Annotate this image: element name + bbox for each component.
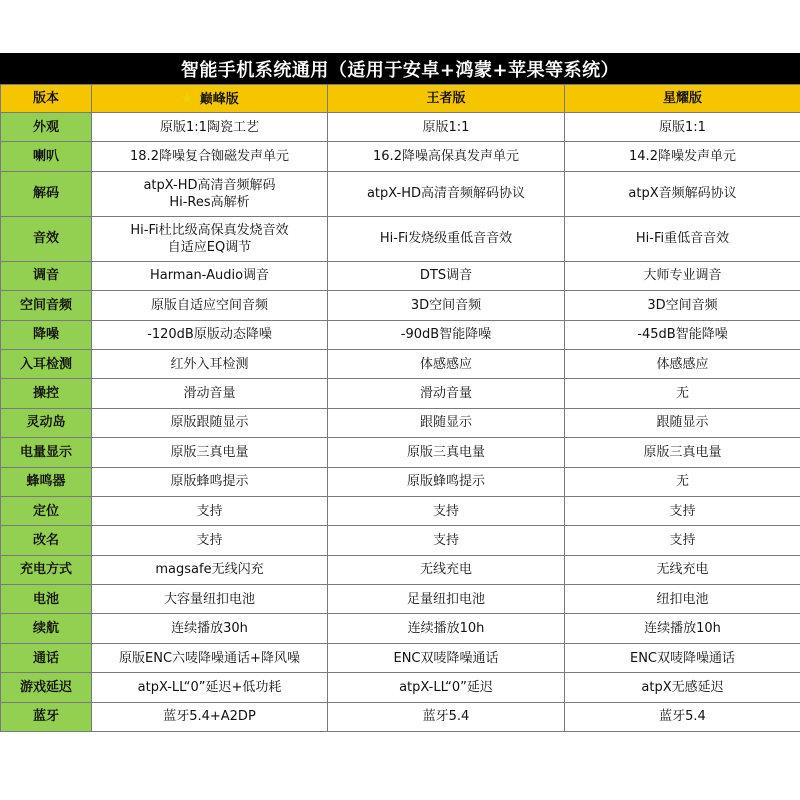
row-label: 调音 — [1, 261, 92, 290]
table-cell — [328, 496, 565, 525]
table-row — [1, 702, 800, 731]
cell-text: Hi-Fi重低音音效 — [635, 231, 730, 247]
cell-text: 连续播放10h — [644, 621, 721, 637]
table-cell — [92, 320, 328, 349]
cell-text: 原版跟随显示 — [170, 415, 249, 431]
table-title: 智能手机系统通用（适用于安卓+鸿蒙+苹果等系统） — [0, 53, 800, 84]
cell-text: 原版三真电量 — [406, 444, 485, 460]
cell-text: 连续播放10h — [407, 621, 485, 637]
table-cell — [92, 526, 328, 555]
header-column-king: 王者版 — [328, 85, 565, 113]
cell-text: 跟随显示 — [656, 415, 709, 431]
table-row — [1, 216, 800, 261]
cell-text: 原版三真电量 — [643, 444, 722, 460]
table-cell — [565, 526, 800, 555]
cell-text: 大容量纽扣电池 — [163, 591, 255, 607]
table-cell — [92, 614, 328, 643]
table-cell — [92, 438, 328, 467]
cell-text: ENC双唛降噪通话 — [629, 650, 736, 666]
table-cell — [565, 673, 800, 702]
row-label: 外观 — [1, 113, 92, 142]
row-label: 电量显示 — [1, 438, 92, 467]
star-icon: ★ — [180, 88, 194, 107]
row-label: 电池 — [1, 585, 92, 614]
row-label: 空间音频 — [1, 291, 92, 320]
table-cell — [565, 291, 800, 320]
table-cell — [92, 467, 328, 496]
table-cell — [565, 379, 800, 408]
cell-text: 3D空间音频 — [647, 297, 718, 313]
table-cell — [92, 261, 328, 290]
row-label: 入耳检测 — [1, 349, 92, 378]
table-cell — [92, 349, 328, 378]
table-row — [1, 113, 800, 142]
row-label: 改名 — [1, 526, 92, 555]
cell-text: 原版蜂鸣提示 — [170, 474, 249, 490]
cell-text: Hi-Fi杜比级高保真发烧音效 — [130, 222, 289, 238]
table-cell — [565, 171, 800, 216]
cell-text: 滑动音量 — [183, 386, 236, 402]
cell-text: 纽扣电池 — [656, 591, 709, 607]
row-label: 灵动岛 — [1, 408, 92, 437]
row-label: 定位 — [1, 496, 92, 525]
table-row — [1, 320, 800, 349]
comparison-table — [0, 84, 800, 732]
table-cell — [92, 216, 328, 261]
row-label: 通话 — [1, 643, 92, 672]
table-cell — [328, 702, 565, 731]
cell-text: 支持 — [196, 532, 223, 548]
table-cell — [328, 467, 565, 496]
header-version-label: 版本 — [1, 85, 92, 113]
table-cell — [92, 142, 328, 171]
cell-text: magsafe无线闪充 — [155, 562, 264, 578]
cell-text: 3D空间音频 — [410, 297, 482, 313]
table-cell — [565, 216, 800, 261]
cell-text: 16.2降噪高保真发声单元 — [373, 149, 519, 165]
table-cell — [92, 113, 328, 142]
table-cell — [565, 585, 800, 614]
table-cell — [328, 555, 565, 584]
table-row — [1, 526, 800, 555]
row-label: 蓝牙 — [1, 702, 92, 731]
row-label: 解码 — [1, 171, 92, 216]
cell-text: 体感感应 — [419, 356, 472, 372]
table-cell — [565, 320, 800, 349]
cell-text: 大师专业调音 — [643, 268, 722, 284]
cell-text: 无线充电 — [656, 562, 709, 578]
cell-text: -120dB原版动态降噪 — [147, 327, 272, 343]
table-row — [1, 496, 800, 525]
cell-text: Hi-Fi发烧级重低音音效 — [379, 231, 513, 247]
table-cell — [565, 467, 800, 496]
cell-text: 14.2降噪发声单元 — [629, 149, 736, 165]
table-cell — [328, 113, 565, 142]
cell-text: 滑动音量 — [419, 386, 472, 402]
header-row — [1, 85, 800, 113]
cell-text: 支持 — [196, 503, 223, 519]
table-cell — [565, 142, 800, 171]
table-cell — [328, 673, 565, 702]
row-label: 操控 — [1, 379, 92, 408]
cell-text: 连续播放30h — [171, 621, 248, 637]
table-row — [1, 171, 800, 216]
cell-text: 无 — [675, 474, 689, 490]
table-cell — [328, 216, 565, 261]
table-cell — [92, 643, 328, 672]
table-cell — [565, 496, 800, 525]
table-cell — [565, 643, 800, 672]
cell-text: 原版1:1 — [422, 119, 470, 135]
cell-text: 原版自适应空间音频 — [150, 297, 268, 313]
row-label: 喇叭 — [1, 142, 92, 171]
cell-text: atpX-HD高清音频解码协议 — [366, 186, 526, 202]
cell-text: 原版ENC六唛降噪通话+降风噪 — [119, 650, 300, 666]
table-cell — [328, 526, 565, 555]
table-cell — [92, 673, 328, 702]
cell-text: 红外入耳检测 — [170, 356, 249, 372]
table-cell — [328, 349, 565, 378]
table-row — [1, 643, 800, 672]
table-cell — [328, 261, 565, 290]
table-row — [1, 142, 800, 171]
cell-text: 原版1:1 — [659, 119, 706, 135]
header-column-peak — [92, 85, 328, 113]
table-row — [1, 614, 800, 643]
cell-text: Harman-Audio调音 — [149, 268, 270, 284]
table-row — [1, 261, 800, 290]
table-cell — [92, 291, 328, 320]
table-row — [1, 585, 800, 614]
cell-text: atpX无感延迟 — [641, 679, 724, 695]
table-row — [1, 408, 800, 437]
table-cell — [92, 379, 328, 408]
cell-text: -90dB智能降噪 — [400, 327, 492, 343]
table-cell — [328, 408, 565, 437]
cell-text: ENC双唛降噪通话 — [393, 650, 499, 666]
cell-text: Hi-Res高解析 — [169, 194, 250, 210]
cell-text: 支持 — [669, 503, 696, 519]
cell-text: atpX-HD高清音频解码 — [143, 177, 276, 193]
table-cell — [565, 555, 800, 584]
table-row — [1, 438, 800, 467]
cell-text: 蓝牙5.4 — [422, 709, 470, 725]
table-row — [1, 673, 800, 702]
cell-text: 原版蜂鸣提示 — [406, 474, 485, 490]
table-row — [1, 349, 800, 378]
table-cell — [328, 320, 565, 349]
table-cell — [328, 614, 565, 643]
row-label: 游戏延迟 — [1, 673, 92, 702]
cell-text: 18.2降噪复合铷磁发声单元 — [130, 149, 289, 165]
cell-text: 自适应EQ调节 — [167, 239, 252, 255]
table-cell — [92, 496, 328, 525]
table-row — [1, 379, 800, 408]
table-row — [1, 291, 800, 320]
cell-text: 足量纽扣电池 — [406, 591, 485, 607]
table-cell — [565, 408, 800, 437]
cell-text: 无线充电 — [419, 562, 472, 578]
table-cell — [328, 142, 565, 171]
cell-text: 支持 — [669, 532, 696, 548]
cell-text: atpX-LL“0”延迟 — [399, 679, 493, 695]
cell-text: 体感感应 — [656, 356, 709, 372]
row-label: 降噪 — [1, 320, 92, 349]
table-row — [1, 467, 800, 496]
cell-text: 蓝牙5.4 — [659, 709, 706, 725]
table-cell — [328, 171, 565, 216]
cell-text: atpX音频解码协议 — [628, 186, 737, 202]
table-cell — [565, 113, 800, 142]
table-cell — [92, 555, 328, 584]
cell-text: 蓝牙5.4+A2DP — [163, 709, 256, 725]
table-cell — [92, 585, 328, 614]
cell-text: 无 — [675, 386, 689, 402]
table-cell — [328, 379, 565, 408]
cell-text: 跟随显示 — [419, 415, 472, 431]
table-cell — [565, 702, 800, 731]
row-label: 音效 — [1, 216, 92, 261]
table-cell — [328, 438, 565, 467]
row-label: 蜂鸣器 — [1, 467, 92, 496]
cell-text: DTS调音 — [419, 268, 473, 284]
table-cell — [328, 643, 565, 672]
cell-text: 支持 — [432, 503, 459, 519]
table-cell — [565, 614, 800, 643]
cell-text: -45dB智能降噪 — [637, 327, 728, 343]
table-cell — [328, 585, 565, 614]
cell-text: 支持 — [432, 532, 459, 548]
table-cell — [92, 171, 328, 216]
table-cell — [92, 408, 328, 437]
table-row — [1, 555, 800, 584]
table-cell — [328, 291, 565, 320]
header-column-label: 巅峰版 — [199, 91, 239, 107]
cell-text: 原版1:1陶瓷工艺 — [160, 119, 259, 135]
row-label: 充电方式 — [1, 555, 92, 584]
table-cell — [565, 438, 800, 467]
cell-text: 原版三真电量 — [170, 444, 249, 460]
cell-text: atpX-LL“0”延迟+低功耗 — [137, 679, 282, 695]
table-cell — [565, 261, 800, 290]
table-cell — [92, 702, 328, 731]
table-cell — [565, 349, 800, 378]
header-column-star: 星耀版 — [565, 85, 800, 113]
row-label: 续航 — [1, 614, 92, 643]
